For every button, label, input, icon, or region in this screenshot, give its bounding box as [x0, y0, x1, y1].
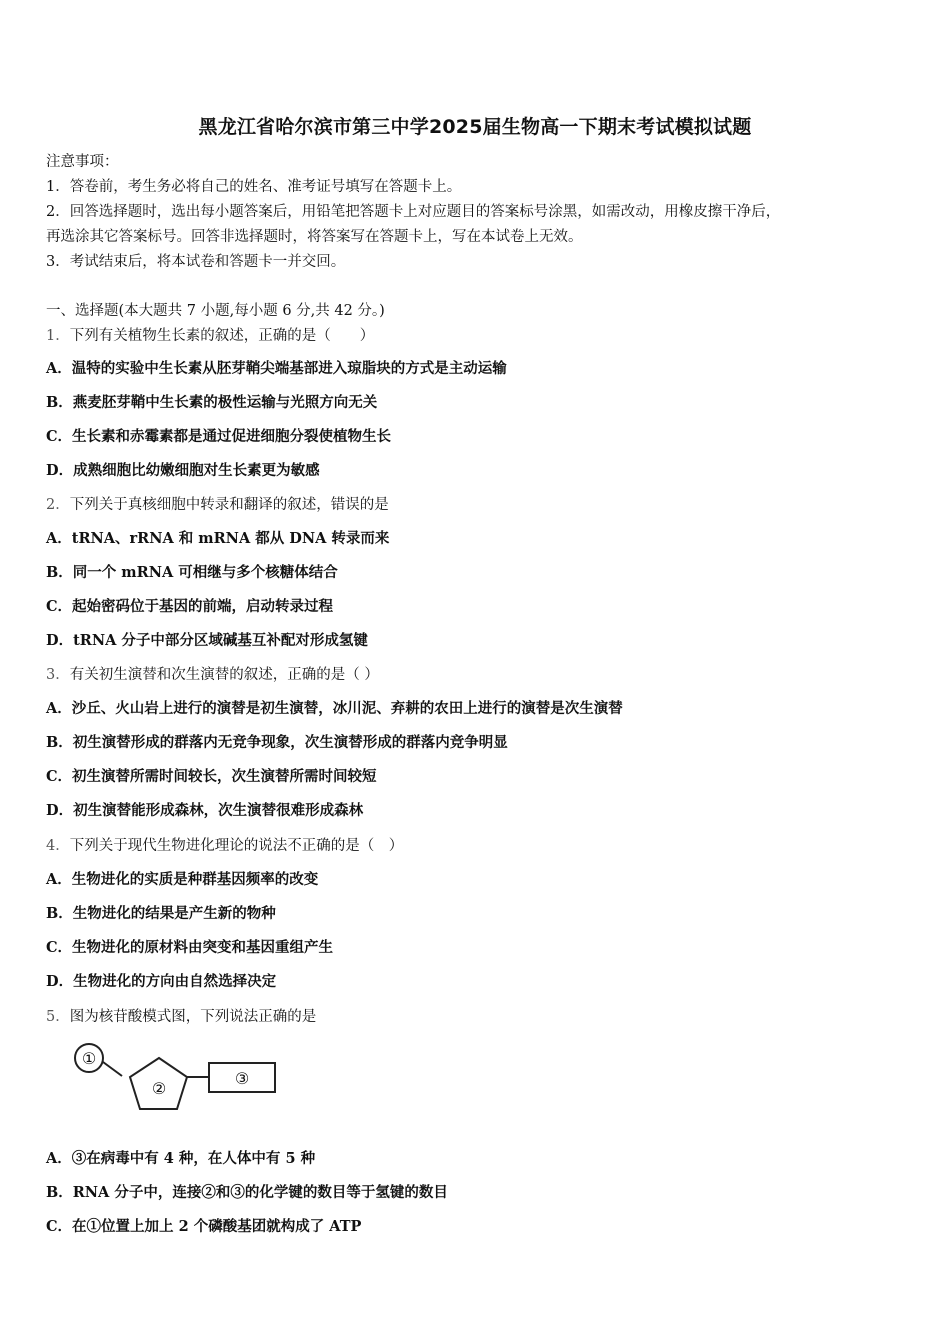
- q5-option-a: A．③在病毒中有 4 种，在人体中有 5 种: [46, 1150, 316, 1167]
- question-text: 图为核苷酸模式图，下列说法正确的是: [69, 1009, 317, 1025]
- q5-option-b: B．RNA 分子中，连接②和③的化学键的数目等于氢键的数目: [46, 1184, 448, 1201]
- q3-option-a: A．沙丘、火山岩上进行的演替是初生演替，冰川泥、弃耕的农田上进行的演替是次生演替: [46, 700, 623, 717]
- bond-line-1: [103, 1062, 122, 1076]
- q3-option-d: D．初生演替能形成森林，次生演替很难形成森林: [46, 802, 364, 819]
- q4-option-a: A．生物进化的实质是种群基因频率的改变: [46, 871, 319, 888]
- question-number: 3．: [46, 667, 70, 683]
- q5-option-c: C．在①位置上加上 2 个磷酸基团就构成了 ATP: [46, 1218, 362, 1235]
- notice-item-1: 1．答卷前，考生务必将自己的姓名、准考证号填写在答题卡上。: [46, 179, 462, 195]
- question-number: 2．: [46, 497, 70, 513]
- question-number: 1．: [46, 328, 70, 344]
- q2-option-b: B．同一个 mRNA 可相继与多个核糖体结合: [46, 564, 338, 581]
- question-3-stem: [46, 665, 379, 685]
- notice-item-2a: 2．回答选择题时，选出每小题答案后，用铅笔把答题卡上对应题目的答案标号涂黑，如需改动，用橡皮擦干净后，: [46, 204, 781, 220]
- question-4-stem: [46, 836, 403, 856]
- q3-option-b: B．初生演替形成的群落内无竞争现象，次生演替形成的群落内竞争明显: [46, 734, 508, 751]
- question-number: 5．: [46, 1009, 70, 1025]
- question-5-stem: [46, 1007, 316, 1027]
- q2-option-d: D．tRNA 分子中部分区域碱基互补配对形成氢键: [46, 632, 368, 649]
- notice-heading: 注意事项：: [46, 154, 119, 170]
- q4-option-b: B．生物进化的结果是产生新的物种: [46, 905, 276, 922]
- q2-option-c: C．起始密码位于基因的前端，启动转录过程: [46, 598, 334, 615]
- question-text: 下列关于真核细胞中转录和翻译的叙述，错误的是: [69, 497, 389, 513]
- q2-option-a: A．tRNA、rRNA 和 mRNA 都从 DNA 转录而来: [46, 530, 390, 547]
- question-text: 下列关于现代生物进化理论的说法不正确的是（ ）: [69, 838, 404, 854]
- q4-option-c: C．生物进化的原材料由突变和基因重组产生: [46, 939, 334, 956]
- label-3: ③: [234, 1069, 250, 1088]
- question-text: 有关初生演替和次生演替的叙述，正确的是（ ）: [69, 667, 379, 683]
- q1-option-a: A．温特的实验中生长素从胚芽鞘尖端基部进入琼脂块的方式是主动运输: [46, 360, 507, 377]
- q1-option-d: D．成熟细胞比幼嫩细胞对生长素更为敏感: [46, 462, 320, 479]
- label-2: ②: [151, 1079, 167, 1098]
- q1-option-b: B．燕麦胚芽鞘中生长素的极性运输与光照方向无关: [46, 394, 378, 411]
- notice-item-3: 3．考试结束后，将本试卷和答题卡一并交回。: [46, 254, 346, 270]
- exam-title: 黑龙江省哈尔滨市第三中学2025届生物高一下期末考试模拟试题: [198, 116, 752, 138]
- question-number: 4．: [46, 838, 70, 854]
- q1-option-c: C．生长素和赤霉素都是通过促进细胞分裂使植物生长: [46, 428, 392, 445]
- q3-option-c: C．初生演替所需时间较长，次生演替所需时间较短: [46, 768, 377, 785]
- question-2-stem: [46, 495, 389, 515]
- label-1: ①: [81, 1049, 97, 1068]
- question-1-stem: [46, 326, 374, 346]
- question-text: 下列有关植物生长素的叙述，正确的是（ ）: [69, 328, 375, 344]
- section-heading: 一、选择题(本大题共 7 小题,每小题 6 分,共 42 分。): [46, 303, 385, 319]
- notice-item-2b: 再选涂其它答案标号。回答非选择题时，将答案写在答题卡上，写在本试卷上无效。: [46, 229, 583, 245]
- q4-option-d: D．生物进化的方向由自然选择决定: [46, 973, 277, 990]
- nucleotide-diagram: [70, 1040, 290, 1116]
